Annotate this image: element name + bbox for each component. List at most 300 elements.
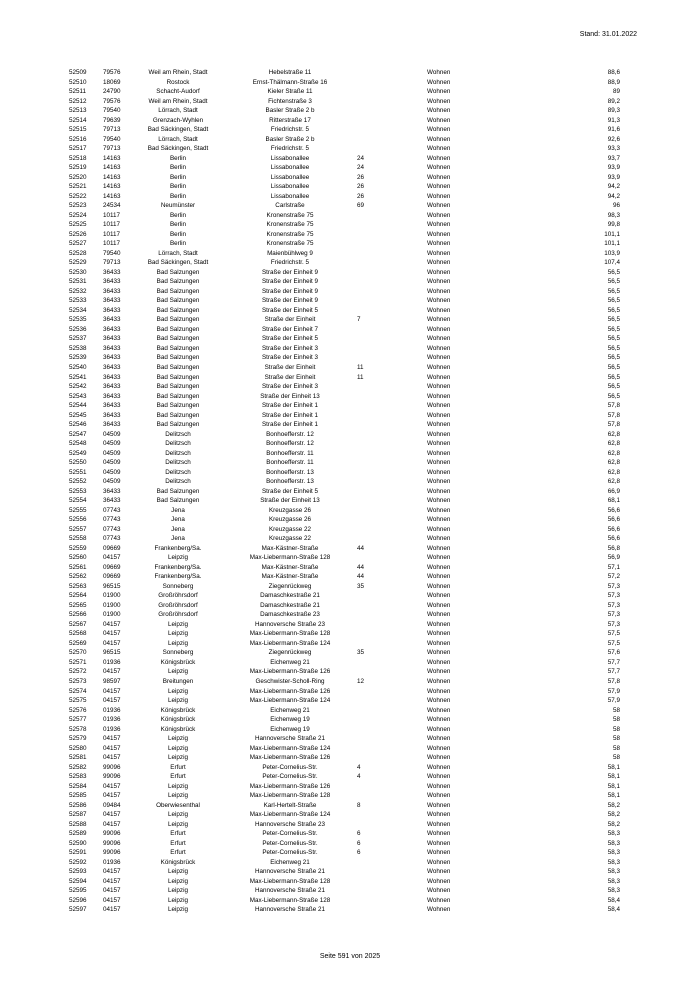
row-city: Berlin (169, 211, 187, 219)
row-postcode: 10117 (103, 221, 121, 229)
row-street: Lissabonallee (270, 173, 310, 181)
table-row (0, 249, 700, 259)
row-street: Straße der Einheit 5 (261, 335, 318, 343)
row-street: Max-Liebermann-Straße 128 (249, 877, 331, 885)
row-id: 52549 (69, 449, 87, 457)
row-street: Lissabonallee (270, 154, 310, 162)
row-value: 56,5 (607, 363, 620, 371)
table-row (0, 772, 700, 782)
table-row (0, 905, 700, 915)
row-street: Kronenstraße 75 (266, 211, 314, 219)
row-value: 56,5 (607, 335, 620, 343)
row-id: 52550 (69, 459, 87, 467)
row-postcode: 01936 (103, 716, 121, 724)
table-row (0, 211, 700, 221)
row-usage: Wohnen (427, 116, 451, 124)
row-id: 52571 (69, 658, 87, 666)
table-row (0, 411, 700, 421)
row-id: 52568 (69, 630, 87, 638)
row-usage: Wohnen (427, 69, 451, 76)
row-postcode: 04157 (103, 868, 121, 876)
row-postcode: 99096 (103, 830, 121, 838)
row-value: 62,8 (607, 430, 620, 438)
row-city: Bad Salzungen (156, 278, 200, 286)
row-postcode: 99096 (103, 839, 121, 847)
row-id: 52581 (69, 754, 87, 762)
row-id: 52534 (69, 306, 87, 314)
row-city: Leipzig (168, 687, 188, 695)
table-row (0, 116, 700, 126)
row-usage: Wohnen (427, 411, 451, 419)
row-city: Leipzig (168, 554, 188, 562)
row-street: Ziegenrückweg (268, 649, 312, 657)
row-id: 52510 (69, 78, 87, 86)
row-postcode: 79639 (103, 116, 121, 124)
row-usage: Wohnen (427, 896, 451, 904)
row-postcode: 79576 (103, 69, 121, 76)
row-city: Bad Salzungen (156, 487, 200, 495)
row-value: 58,3 (607, 887, 620, 895)
row-usage: Wohnen (427, 259, 451, 267)
table-row (0, 896, 700, 906)
row-street: Peter-Cornelius-Str. (262, 849, 318, 857)
table-row (0, 829, 700, 839)
row-id: 52509 (69, 69, 87, 76)
table-row (0, 163, 700, 173)
row-usage: Wohnen (427, 525, 451, 533)
row-id: 52536 (69, 325, 87, 333)
table-row (0, 363, 700, 373)
table-row (0, 801, 700, 811)
row-postcode: 04157 (103, 906, 121, 914)
row-value: 88,6 (607, 69, 620, 76)
row-usage: Wohnen (427, 183, 451, 191)
table-row (0, 734, 700, 744)
row-postcode: 07743 (103, 516, 121, 524)
row-id: 52591 (69, 849, 87, 857)
row-value: 57,2 (607, 573, 620, 581)
row-postcode: 01936 (103, 658, 121, 666)
table-row (0, 791, 700, 801)
row-city: Schacht-Audorf (156, 88, 200, 96)
row-id: 52551 (69, 468, 87, 476)
row-usage: Wohnen (427, 782, 451, 790)
row-usage: Wohnen (427, 658, 451, 666)
row-street: Carlstraße (275, 202, 305, 210)
row-id: 52596 (69, 896, 87, 904)
row-city: Bad Salzungen (156, 411, 200, 419)
table-row (0, 563, 700, 573)
row-value: 93,9 (607, 173, 620, 181)
row-usage: Wohnen (427, 639, 451, 647)
row-city: Leipzig (168, 782, 188, 790)
row-street: Straße der Einheit 5 (261, 487, 318, 495)
row-city: Bad Salzungen (156, 402, 200, 410)
row-city: Frankenberg/Sa. (154, 544, 202, 552)
row-street: Max-Liebermann-Straße 126 (249, 754, 331, 762)
row-id: 52528 (69, 249, 87, 257)
row-postcode: 09669 (103, 573, 121, 581)
row-value: 57,3 (607, 582, 620, 590)
row-number: 26 (357, 183, 365, 191)
row-number: 35 (357, 582, 365, 590)
row-value: 88,9 (607, 78, 620, 86)
stand-date: Stand: 31.01.2022 (579, 31, 637, 38)
row-city: Delitzsch (165, 430, 191, 438)
row-city: Berlin (169, 192, 187, 200)
row-id: 52566 (69, 611, 87, 619)
row-id: 52576 (69, 706, 87, 714)
row-id: 52579 (69, 735, 87, 743)
table-row (0, 610, 700, 620)
row-id: 52583 (69, 773, 87, 781)
row-street: Basler Straße 2 b (265, 135, 315, 143)
row-id: 52547 (69, 430, 87, 438)
table-row (0, 839, 700, 849)
row-postcode: 04509 (103, 468, 121, 476)
row-street: Straße der Einheit 9 (261, 287, 318, 295)
row-id: 52522 (69, 192, 87, 200)
row-street: Basler Straße 2 b (265, 107, 315, 115)
row-city: Großröhrsdorf (158, 601, 198, 609)
row-postcode: 04157 (103, 554, 121, 562)
row-usage: Wohnen (427, 478, 451, 486)
row-id: 52520 (69, 173, 87, 181)
row-postcode: 04509 (103, 440, 121, 448)
row-city: Bad Salzungen (156, 297, 200, 305)
row-number: 44 (357, 573, 365, 581)
row-city: Leipzig (168, 820, 188, 828)
table-row (0, 192, 700, 202)
row-usage: Wohnen (427, 877, 451, 885)
row-street: Bonhoefferstr. 11 (266, 459, 314, 467)
row-id: 52543 (69, 392, 87, 400)
row-city: Rostock (166, 78, 190, 86)
row-id: 52560 (69, 554, 87, 562)
row-postcode: 10117 (103, 230, 121, 238)
row-id: 52535 (69, 316, 87, 324)
table-row (0, 525, 700, 535)
row-street: Lissabonallee (270, 183, 310, 191)
row-postcode: 36433 (103, 402, 121, 410)
table-row (0, 449, 700, 459)
row-street: Peter-Cornelius-Str. (262, 830, 318, 838)
row-usage: Wohnen (427, 611, 451, 619)
row-number: 6 (357, 839, 361, 847)
row-id: 52542 (69, 383, 87, 391)
row-postcode: 09669 (103, 544, 121, 552)
row-postcode: 14163 (103, 173, 121, 181)
row-postcode: 04157 (103, 668, 121, 676)
row-id: 52519 (69, 164, 87, 172)
row-id: 52585 (69, 792, 87, 800)
row-usage: Wohnen (427, 839, 451, 847)
row-city: Bad Salzungen (156, 316, 200, 324)
row-number: 8 (357, 801, 361, 809)
row-city: Großröhrsdorf (158, 611, 198, 619)
row-street: Peter-Cornelius-Str. (262, 773, 318, 781)
row-postcode: 36433 (103, 392, 121, 400)
table-row (0, 810, 700, 820)
row-postcode: 99096 (103, 849, 121, 857)
row-street: Straße der Einheit 1 (261, 402, 318, 410)
row-value: 92,6 (607, 135, 620, 143)
row-street: Bonhoefferstr. 12 (266, 430, 314, 438)
row-city: Lörrach, Stadt (158, 249, 198, 257)
row-street: Kronenstraße 75 (266, 221, 314, 229)
table-row (0, 230, 700, 240)
table-row (0, 858, 700, 868)
table-row (0, 782, 700, 792)
table-row (0, 715, 700, 725)
row-postcode: 04157 (103, 782, 121, 790)
table-row (0, 353, 700, 363)
row-value: 56,5 (607, 287, 620, 295)
row-city: Königsbrück (160, 658, 196, 666)
row-usage: Wohnen (427, 287, 451, 295)
row-postcode: 36433 (103, 497, 121, 505)
row-street: Hebelstraße 11 (268, 69, 312, 76)
row-id: 52531 (69, 278, 87, 286)
row-postcode: 79576 (103, 97, 121, 105)
table-row (0, 591, 700, 601)
row-usage: Wohnen (427, 811, 451, 819)
table-row (0, 506, 700, 516)
row-postcode: 07743 (103, 535, 121, 543)
row-id: 52525 (69, 221, 87, 229)
row-value: 56,8 (607, 544, 620, 552)
row-id: 52538 (69, 344, 87, 352)
row-street: Straße der Einheit 3 (261, 383, 318, 391)
row-value: 56,6 (607, 516, 620, 524)
row-id: 52573 (69, 678, 87, 685)
row-usage: Wohnen (427, 449, 451, 457)
row-city: Erfurt (170, 839, 186, 847)
row-street: Kreuzgasse 22 (268, 535, 311, 543)
row-city: Leipzig (168, 744, 188, 752)
row-city: Frankenberg/Sa. (154, 573, 202, 581)
table-row (0, 572, 700, 582)
row-usage: Wohnen (427, 725, 451, 733)
row-value: 57,3 (607, 592, 620, 600)
row-value: 56,6 (607, 535, 620, 543)
row-city: Erfurt (170, 830, 186, 838)
row-street: Max-Liebermann-Straße 128 (249, 792, 331, 800)
row-street: Geschwister-Scholl-Ring (255, 678, 325, 685)
row-city: Grenzach-Wyhlen (152, 116, 204, 124)
row-value: 94,2 (607, 183, 620, 191)
table-row (0, 201, 700, 211)
row-usage: Wohnen (427, 107, 451, 115)
row-postcode: 04157 (103, 639, 121, 647)
row-number: 69 (357, 202, 365, 210)
table-row (0, 553, 700, 563)
row-street: Bonhoefferstr. 13 (266, 478, 314, 486)
row-usage: Wohnen (427, 497, 451, 505)
row-city: Jena (171, 535, 185, 543)
row-id: 52578 (69, 725, 87, 733)
row-id: 52562 (69, 573, 87, 581)
row-street: Friedrichstr. 5 (270, 126, 310, 134)
row-value: 58 (612, 754, 620, 762)
table-row (0, 106, 700, 116)
row-id: 52521 (69, 183, 87, 191)
row-value: 58,1 (607, 763, 620, 771)
row-number: 11 (357, 373, 364, 381)
row-value: 58 (612, 735, 620, 743)
row-value: 93,7 (607, 154, 620, 162)
row-usage: Wohnen (427, 516, 451, 524)
data-table (0, 68, 700, 915)
table-row (0, 182, 700, 192)
row-usage: Wohnen (427, 820, 451, 828)
row-city: Bad Salzungen (156, 344, 200, 352)
row-city: Berlin (169, 173, 187, 181)
row-id: 52532 (69, 287, 87, 295)
row-city: Bad Säckingen, Stadt (147, 126, 209, 134)
table-row (0, 78, 700, 88)
row-number: 6 (357, 849, 361, 857)
row-street: Peter-Cornelius-Str. (262, 763, 318, 771)
row-usage: Wohnen (427, 249, 451, 257)
table-row (0, 601, 700, 611)
row-id: 52557 (69, 525, 87, 533)
row-city: Delitzsch (165, 478, 191, 486)
row-value: 58,3 (607, 868, 620, 876)
row-value: 93,9 (607, 164, 620, 172)
row-id: 52558 (69, 535, 87, 543)
row-usage: Wohnen (427, 430, 451, 438)
table-row (0, 373, 700, 383)
row-number: 44 (357, 563, 365, 571)
row-usage: Wohnen (427, 630, 451, 638)
row-id: 52516 (69, 135, 87, 143)
row-value: 62,8 (607, 478, 620, 486)
row-id: 52589 (69, 830, 87, 838)
row-street: Karl-Hertelt-Straße (263, 801, 317, 809)
row-id: 52564 (69, 592, 87, 600)
row-id: 52586 (69, 801, 87, 809)
row-postcode: 04157 (103, 754, 121, 762)
row-postcode: 79713 (103, 145, 121, 153)
row-value: 58,3 (607, 858, 620, 866)
row-id: 52567 (69, 620, 87, 628)
row-city: Bad Salzungen (156, 287, 200, 295)
row-postcode: 10117 (103, 211, 121, 219)
table-row (0, 277, 700, 287)
row-postcode: 04157 (103, 811, 121, 819)
row-postcode: 36433 (103, 383, 121, 391)
row-id: 52559 (69, 544, 87, 552)
row-city: Leipzig (168, 639, 188, 647)
row-usage: Wohnen (427, 278, 451, 286)
table-row (0, 344, 700, 354)
row-usage: Wohnen (427, 421, 451, 429)
row-street: Eichenweg 19 (270, 716, 310, 724)
row-id: 52540 (69, 363, 87, 371)
row-usage: Wohnen (427, 164, 451, 172)
row-city: Lörrach, Stadt (158, 135, 198, 143)
row-city: Königsbrück (160, 716, 196, 724)
row-id: 52514 (69, 116, 87, 124)
row-value: 58,3 (607, 839, 620, 847)
row-postcode: 36433 (103, 487, 121, 495)
row-city: Erfurt (170, 763, 186, 771)
row-street: Max-Liebermann-Straße 124 (249, 697, 331, 705)
table-row (0, 886, 700, 896)
row-postcode: 04509 (103, 478, 121, 486)
row-value: 68,1 (607, 497, 620, 505)
row-value: 58,1 (607, 792, 620, 800)
row-postcode: 04157 (103, 820, 121, 828)
row-postcode: 24790 (103, 88, 121, 96)
row-usage: Wohnen (427, 687, 451, 695)
row-id: 52574 (69, 687, 87, 695)
row-postcode: 04157 (103, 792, 121, 800)
row-street: Lissabonallee (270, 192, 310, 200)
row-street: Max-Liebermann-Straße 126 (249, 687, 331, 695)
row-city: Berlin (169, 230, 187, 238)
table-row (0, 468, 700, 478)
table-row (0, 315, 700, 325)
row-street: Kreuzgasse 22 (268, 525, 311, 533)
row-street: Straße der Einheit 3 (261, 354, 318, 362)
row-value: 101,1 (604, 240, 620, 248)
row-street: Max-Liebermann-Straße 128 (249, 896, 331, 904)
row-usage: Wohnen (427, 573, 451, 581)
table-row (0, 515, 700, 525)
row-value: 89,3 (607, 107, 620, 115)
row-city: Leipzig (168, 792, 188, 800)
table-row (0, 287, 700, 297)
row-postcode: 01900 (103, 601, 121, 609)
row-usage: Wohnen (427, 354, 451, 362)
row-postcode: 01900 (103, 592, 121, 600)
row-number: 35 (357, 649, 365, 657)
table-row (0, 135, 700, 145)
row-usage: Wohnen (427, 202, 451, 210)
row-street: Kronenstraße 75 (266, 240, 314, 248)
row-value: 56,5 (607, 344, 620, 352)
row-street: Straße der Einheit 9 (261, 297, 318, 305)
row-number: 24 (357, 164, 365, 172)
table-row (0, 477, 700, 487)
row-id: 52561 (69, 563, 87, 571)
row-street: Ernst-Thälmann-Straße 16 (252, 78, 328, 86)
row-postcode: 36433 (103, 411, 121, 419)
row-value: 94,2 (607, 192, 620, 200)
row-number: 44 (357, 544, 365, 552)
row-city: Sonneberg (162, 582, 194, 590)
row-postcode: 99096 (103, 763, 121, 771)
row-street: Straße der Einheit 5 (261, 306, 318, 314)
row-city: Berlin (169, 164, 187, 172)
row-value: 56,5 (607, 383, 620, 391)
row-postcode: 04157 (103, 630, 121, 638)
row-value: 58,2 (607, 811, 620, 819)
row-id: 52524 (69, 211, 87, 219)
row-id: 52554 (69, 497, 87, 505)
row-street: Max-Liebermann-Straße 124 (249, 811, 331, 819)
row-street: Hannoversche Straße 21 (254, 868, 325, 876)
row-number: 4 (357, 763, 361, 771)
row-postcode: 79540 (103, 107, 121, 115)
table-row (0, 258, 700, 268)
row-city: Leipzig (168, 697, 188, 705)
row-id: 52518 (69, 154, 87, 162)
row-street: Friedrichstr. 5 (270, 259, 310, 267)
row-usage: Wohnen (427, 97, 451, 105)
